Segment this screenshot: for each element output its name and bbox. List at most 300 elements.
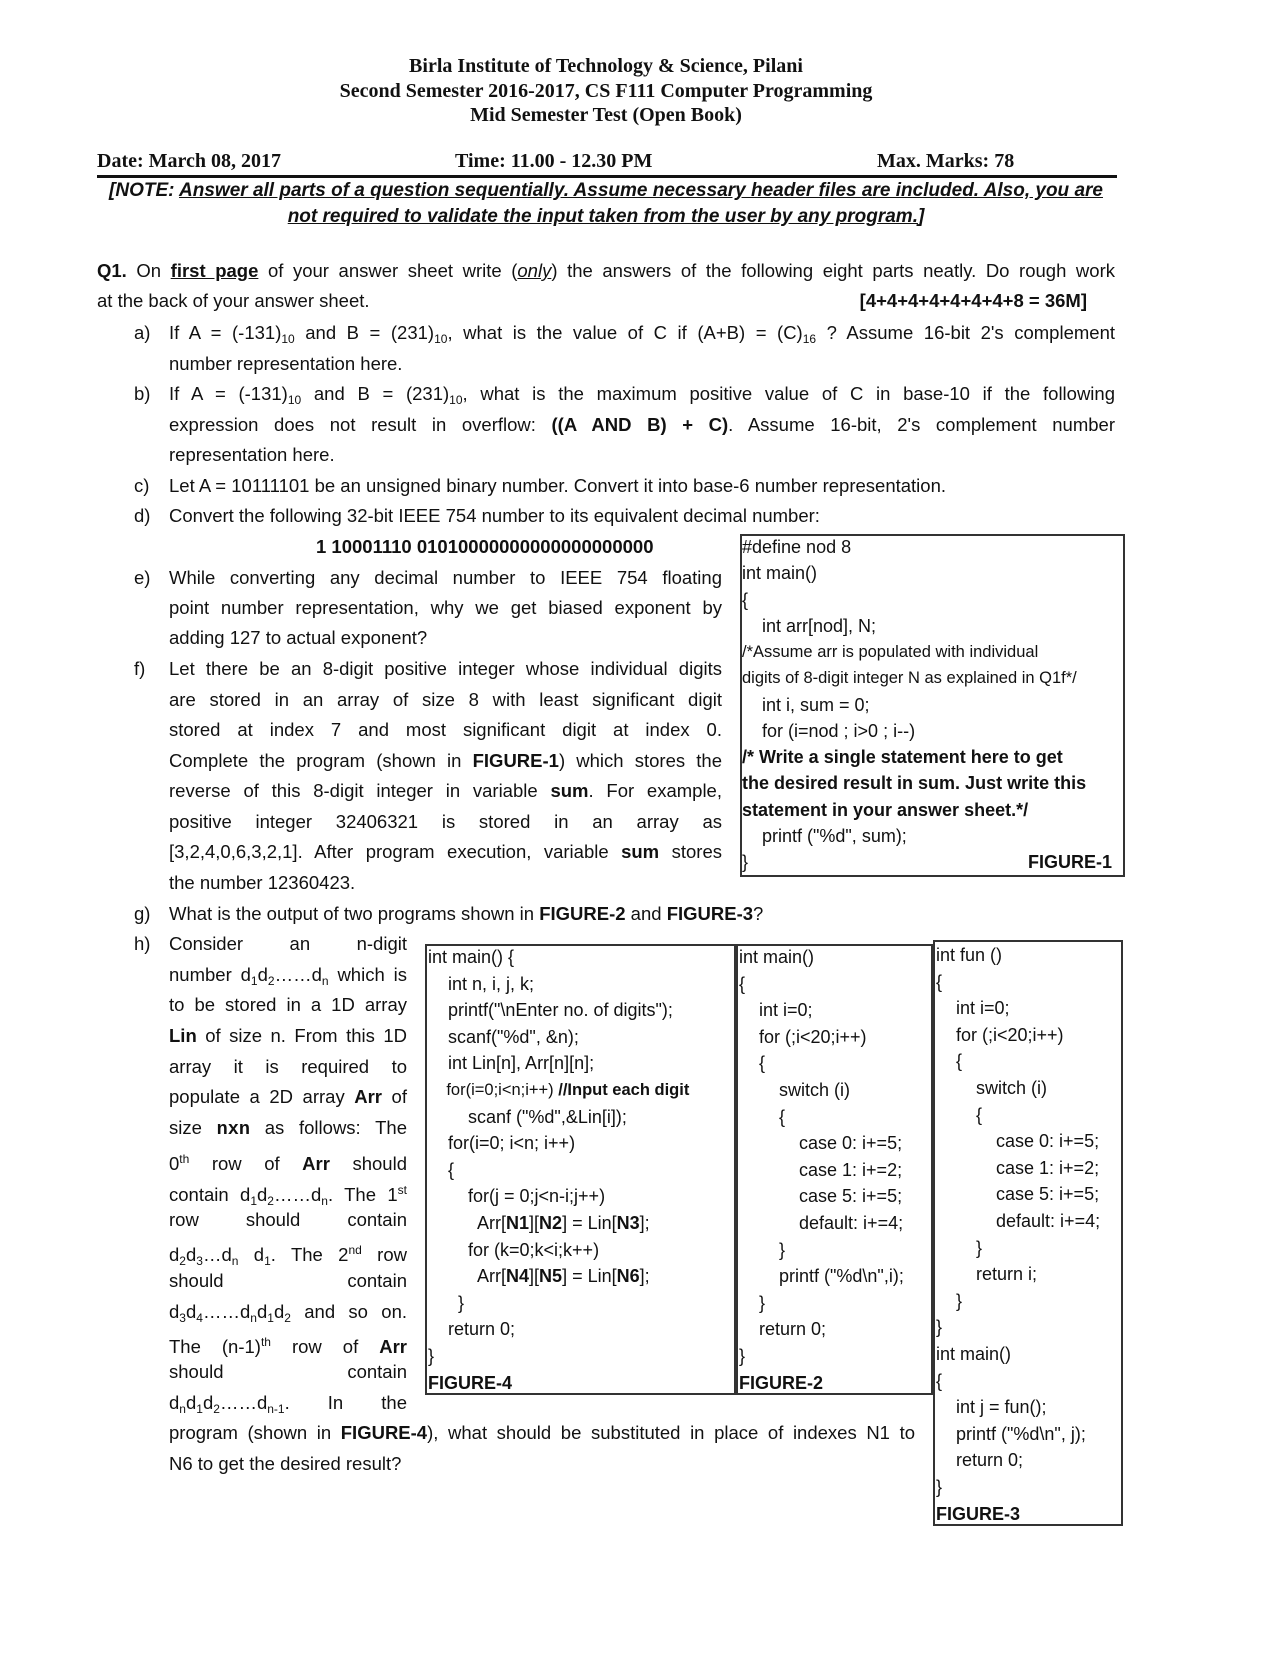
text-segment: int main() [739,947,815,967]
figure2-code-line [739,1184,902,1208]
text-segment: representation here. [169,444,335,465]
text-segment: 2 [213,1402,220,1416]
text-segment: ][ [529,1213,540,1233]
figure4-code-line [428,1238,599,1262]
text-segment: 10 [281,332,295,346]
text-segment: 1 10001110 01010000000000000000000 [316,536,654,557]
text-segment: row of [270,1336,380,1357]
text-segment: ) which stores the [558,750,722,771]
figure4-code-line [428,1211,650,1235]
text-segment: should contain [169,1270,407,1291]
text-segment: size [169,1117,217,1138]
figure1-code-line [742,798,1028,822]
max-marks: Max. Marks: 78 [877,150,1015,172]
text-segment: ]; [639,1213,650,1233]
text-segment: Arr[ [428,1266,507,1287]
text-segment: n-1 [267,1402,285,1416]
text-segment: for(j = 0;j<n-i;j++) [428,1186,606,1207]
part-label-g: g) [134,903,151,924]
text-segment: N1 [506,1213,530,1233]
figure2-code-line [739,1025,867,1049]
text-segment: return 0; [936,1450,1024,1471]
text-segment: Arr [302,1153,330,1174]
text-segment: return 0; [739,1319,827,1340]
text-segment: row should contain [169,1209,407,1230]
question-line [169,1207,407,1233]
text-segment: Complete the program (shown in [169,750,473,771]
text-segment: populate a 2D array [169,1086,355,1107]
text-segment: . For example, [588,780,722,801]
figure4-code-line [428,1105,627,1129]
question-line [169,1329,407,1355]
text-segment: sum [621,841,660,862]
figure4-code-line [428,1078,689,1102]
figure4-code-line [428,1158,454,1182]
figure3-code-line [936,1262,1037,1286]
text-segment: 2 [284,1311,291,1325]
text-segment: . In the [284,1392,407,1413]
text-segment: default: i+=4; [936,1211,1101,1231]
text-segment: only [517,260,552,281]
question-line [169,412,1115,438]
text-segment: at the back of your answer sheet. [97,290,370,311]
text-segment: ), what should be substituted in place of indexes N1 to [427,1422,915,1443]
text-segment: } [428,1292,465,1313]
figure4-caption: FIGURE-4 [428,1372,513,1393]
text-segment: { [739,1053,766,1074]
text-segment: for (i=nod ; i>0 ; i--) [742,720,916,741]
figure2-code-line [739,1051,765,1075]
figure3-code-line [936,1209,1100,1233]
text-segment: d [185,1244,197,1265]
note-text-2: not required to validate the input taken from the user by any program. [287,206,918,227]
text-segment: 3 [196,1254,203,1268]
figure3-code-line [936,1369,942,1393]
text-segment: } [739,1346,746,1366]
text-segment: Convert the following 32-bit IEEE 754 number to its equivalent decimal number: [169,505,820,526]
question-line [97,288,370,314]
text-segment: of size n. From this 1D [196,1025,407,1046]
figure3-code-line [936,1076,1047,1100]
question-line [169,1237,407,1268]
text-segment: case 0: i+=5; [936,1131,1100,1152]
text-segment: should contain [169,1361,407,1382]
figure1-code-line [742,614,876,638]
note-text-1: Answer all parts of a question sequentially. Assume necessary header files are included. Also, you are [179,180,1103,201]
text-segment: and B = (231) [301,383,450,404]
figure3-code-line [936,1448,1023,1472]
text-segment: the desired result in sum. Just write this [742,773,1087,794]
text-segment: ……d [274,964,322,985]
text-segment: Consider an n-digit [169,933,407,954]
text-segment: 10 [287,393,302,407]
text-segment: 0 [169,1153,180,1174]
figure1-code-line [742,640,1038,664]
text-segment: ……d [202,1301,251,1322]
text-segment: scanf("%d", &n); [428,1026,579,1047]
text-segment: } [936,1317,943,1338]
figure3-code-line [936,943,1002,967]
question-line [169,1115,407,1141]
text-segment: nd [348,1243,362,1257]
figure1-code-line [742,535,851,559]
text-segment: case 1: i+=2; [739,1159,903,1180]
text-segment: . The 2 [270,1244,349,1265]
text-segment: d [169,1392,180,1413]
part-label-f: f) [134,658,146,679]
figure4-code-line [428,1025,579,1049]
text-segment: default: i+=4; [739,1213,904,1233]
text-segment: The (n-1) [169,1336,261,1357]
text-segment: /*Assume arr is populated with individual [742,643,1039,661]
text-segment: . The 1 [327,1184,398,1205]
figure2-code-line [739,1317,826,1341]
text-segment: for(i=0; i<n; i++) [428,1133,576,1154]
text-segment: case 5: i+=5; [739,1186,903,1207]
question-line [97,258,1115,284]
text-segment: adding 127 to actual exponent? [169,627,428,648]
text-segment: N6 [616,1266,640,1287]
text-segment: printf ("%d\n",i); [739,1266,904,1287]
text-segment: …d [202,1244,232,1265]
question-line [169,1054,407,1080]
text-segment: If A = (-131) [169,383,288,404]
text-segment: 1 [250,1194,257,1208]
text-segment: 2 [267,1194,274,1208]
text-segment: N2 [539,1213,563,1233]
text-segment: int i=0; [739,1000,813,1021]
question-line [169,870,355,896]
text-segment: return i; [936,1264,1038,1285]
question-line [169,320,1115,346]
text-segment: 10 [434,332,448,346]
figure1-code-line [742,745,1063,769]
question-line [169,1390,407,1416]
text-segment: ……d [219,1392,268,1413]
test-title: Mid Semester Test (Open Book) [470,104,742,126]
figure2-code-line [739,1291,765,1315]
question-line [169,809,722,835]
question-line [169,656,722,682]
text-segment: //Input each digit [558,1081,690,1099]
text-segment: #define nod 8 [742,537,852,557]
text-segment: Arr[ [428,1213,507,1233]
note-suffix: ] [917,206,925,227]
part-label-c: c) [134,475,150,496]
text-segment: } [936,1237,983,1258]
text-segment: d [185,1301,197,1322]
text-segment: Lin [169,1025,197,1046]
question-line [169,748,722,774]
question-line [169,503,820,529]
text-segment: and so on. [290,1301,407,1322]
figure3-code-line [936,1129,1099,1153]
figure3-code-line [936,996,1010,1020]
figure2-code-line [739,1158,902,1182]
question-line [169,1359,407,1385]
text-segment: st [397,1183,407,1197]
text-segment: ? [753,903,764,924]
figure2-code-line [739,1105,785,1129]
question-line [169,625,427,651]
text-segment: d [238,1244,265,1265]
course-title: Second Semester 2016-2017, CS F111 Computer Programming [339,80,873,102]
figure3-code-line [936,1342,1011,1366]
text-segment: stores [659,841,722,862]
question-line [169,351,402,377]
text-segment: of your answer sheet write ( [258,260,518,281]
figure4-code-line [428,1344,434,1368]
text-segment: } [936,1477,943,1497]
figure3-code-line [936,1475,942,1499]
text-segment: , what is the value of C if (A+B) = (C) [447,322,803,343]
figure3-code-line [936,1236,982,1260]
text-segment: { [428,1159,455,1180]
question-line [169,565,722,591]
text-segment: n [321,974,329,988]
question-line [169,687,722,713]
q1-marks: [4+4+4+4+4+4+4+8 = 36M] [859,290,1087,311]
text-segment: printf ("%d", sum); [742,825,907,846]
question-line [169,1177,407,1208]
text-segment: point number representation, why we get biased exponent by [169,597,722,618]
text-segment: for (;i<20;i++) [739,1026,867,1047]
text-segment: { [936,971,943,992]
question-line [169,473,946,499]
text-segment: digits of 8-digit integer N as explained in Q1f*/ [742,669,1077,688]
text-segment: n [250,1311,257,1325]
text-segment: scanf ("%d",&Lin[i]); [428,1106,627,1127]
text-segment: 1 [250,974,258,988]
text-segment: [3,2,4,0,6,3,2,1]. After program execution, variable [169,841,622,862]
question-line [169,839,722,865]
text-segment: d [256,1301,268,1322]
text-segment: { [936,1051,963,1072]
text-segment: ? Assume 16-bit 2's complement [816,322,1115,343]
question-line [169,931,407,957]
text-segment: for (k=0;k<i;k++) [428,1239,600,1260]
figure1-code-line [742,824,907,848]
text-segment: d [169,1301,180,1322]
text-segment: ) the answers of the following eight parts neatly. Do rough work [551,260,1115,281]
text-segment: int j = fun(); [936,1397,1047,1418]
text-segment: int arr[nod], N; [742,615,877,636]
text-segment: FIGURE-3 [666,903,754,924]
question-line [169,1420,915,1446]
text-segment: FIGURE-2 [539,903,626,924]
figure2-code-line [739,1131,902,1155]
question-line [169,992,407,1018]
figure3-code-line [936,1103,982,1127]
text-segment: } [428,1346,435,1366]
text-segment: int i=0; [936,998,1010,1019]
figure3-caption: FIGURE-3 [936,1503,1021,1524]
figure1-code-line [742,771,1086,795]
figure3-code-line [936,970,942,994]
text-segment: and B = (231) [294,322,435,343]
text-segment: n [231,1254,239,1268]
figure3-code-line [936,1182,1099,1206]
text-segment: { [742,589,749,610]
question-line [169,962,407,988]
figure3-code-line [936,1023,1064,1047]
text-segment: } [742,852,749,872]
text-segment: the number 12360423. [169,872,356,893]
text-segment: . Assume 16-bit, 2's complement number [728,414,1115,435]
figure2-code-line [739,945,814,969]
text-segment: ] = Lin[ [562,1266,617,1287]
figure3-code-line [936,1289,962,1313]
figure1-code-line [742,693,870,717]
text-segment: int main() [742,563,818,584]
text-segment: row of [189,1153,303,1174]
text-segment: first page [170,260,259,281]
text-segment: and [625,903,667,924]
text-segment: int main() { [428,947,515,967]
text-segment: N4 [506,1266,530,1287]
part-label-a: a) [134,322,151,343]
text-segment: 2 [267,974,275,988]
question-line [169,1084,407,1110]
text-segment: { [739,1106,786,1127]
question-line [169,1299,407,1325]
text-segment: ((A AND B) + C) [551,414,729,435]
text-segment: While converting any decimal number to IEEE 754 floating [169,567,722,588]
figure2-code-line [739,998,813,1022]
text-segment: statement in your answer sheet.*/ [742,799,1029,820]
figure4-code-line [428,1184,605,1208]
figure4-code-line [428,1051,594,1075]
text-segment: 1 [196,1402,203,1416]
text-segment: Let A = 10111101 be an unsigned binary number. Convert it into base-6 number representation. [169,475,947,496]
text-segment: stored at index 7 and most significant digit at index 0. [169,719,722,740]
text-segment: 10 [449,393,463,407]
text-segment: which is [328,964,407,985]
text-segment: contain d [169,1184,251,1205]
text-segment: d [257,964,268,985]
text-segment: FIGURE-4 [340,1422,428,1443]
text-segment: d [169,1244,180,1265]
text-segment: N5 [539,1266,563,1287]
question-line [169,1451,401,1477]
exam-date: Date: March 08, 2017 [97,150,282,172]
text-segment: int main() [936,1344,1012,1364]
text-segment: Arr [379,1336,407,1357]
question-line [169,1268,407,1294]
text-segment: { [936,1370,943,1391]
text-segment: 3 [179,1311,186,1325]
text-segment: { [936,1104,983,1125]
figure1-code-line [742,588,748,612]
text-segment: } [936,1290,963,1311]
text-segment: d [273,1301,285,1322]
figure2-code-line [739,972,745,996]
figure4-code-line [428,1317,515,1341]
text-segment: printf("\nEnter no. of digits"); [428,1000,673,1021]
text-segment: should [329,1153,407,1174]
figure4-code-line [428,998,673,1022]
text-segment: ……d [273,1184,322,1205]
text-segment: positive integer 32406321 is stored in an array as [169,811,722,832]
header-rule [97,175,1117,178]
question-line [169,717,722,743]
text-segment: of [382,1086,407,1107]
text-segment: Let there be an 8-digit positive integer whose individual digits [169,658,722,679]
question-line [169,595,722,621]
figure2-code-line [739,1344,745,1368]
text-segment: for(i=0;i<n;i++) [428,1081,559,1099]
figure3-code-line [936,1049,962,1073]
text-segment: array it is required to [169,1056,407,1077]
figure3-code-line [936,1315,942,1339]
text-segment: If A = (-131) [169,322,282,343]
text-segment: 16 [802,332,817,346]
text-segment: n [179,1402,186,1416]
text-segment: , what is the maximum positive value of C in base-10 if the following [462,383,1115,404]
text-segment: case 0: i+=5; [739,1133,903,1154]
text-segment: int Lin[n], Arr[n][n]; [428,1053,595,1074]
figure2-caption: FIGURE-2 [739,1372,824,1393]
text-segment: case 5: i+=5; [936,1184,1100,1205]
part-label-h: h) [134,933,151,954]
question-line [169,1146,407,1172]
text-segment: Arr [354,1086,383,1107]
figure2-code-line [739,1238,785,1262]
note-line-1 [0,180,1212,202]
figure2-code-line [739,1078,850,1102]
part-label-d: d) [134,505,151,526]
exam-time: Time: 11.00 - 12.30 PM [455,150,653,172]
text-segment: are stored in an array of size 8 with least significant digit [169,689,722,710]
figure2-code-line [739,1264,904,1288]
figure4-code-line [428,1291,464,1315]
text-segment: ][ [529,1266,540,1287]
text-segment: reverse of this 8-digit integer in variable [169,780,551,801]
note-prefix: [NOTE: [109,180,180,201]
text-segment: d [202,1392,214,1413]
text-segment: program (shown in [169,1422,341,1443]
text-segment: nxn [216,1119,250,1140]
part-label-b: b) [134,383,151,404]
question-line [169,381,1115,407]
text-segment: FIGURE-1 [472,750,559,771]
text-segment: as follows: The [249,1117,407,1138]
text-segment: 1 [264,1254,271,1268]
text-segment: int fun () [936,945,1003,965]
figure2-code-line [739,1211,903,1235]
figure3-code-line [936,1395,1047,1419]
question-line [169,1023,407,1049]
institute-name: Birla Institute of Technology & Science, Pilani [409,55,803,77]
text-segment: number representation here. [169,353,403,374]
text-segment: expression does not result in overflow: [169,414,552,435]
text-segment: sum [550,780,589,801]
text-segment: Q1. [97,260,127,281]
text-segment: th [179,1152,190,1166]
text-segment: int i, sum = 0; [742,694,870,715]
text-segment: 2 [179,1254,186,1268]
text-segment: row [361,1244,407,1265]
figure4-code-line [428,972,534,996]
text-segment: /* Write a single statement here to get [742,747,1063,767]
question-line [169,442,335,468]
figure4-code-line [428,945,514,969]
question-line [169,901,763,927]
text-segment: { [739,973,746,994]
text-segment: } [739,1239,786,1260]
figure3-code-line [936,1422,1086,1446]
text-segment: ]; [639,1266,650,1287]
